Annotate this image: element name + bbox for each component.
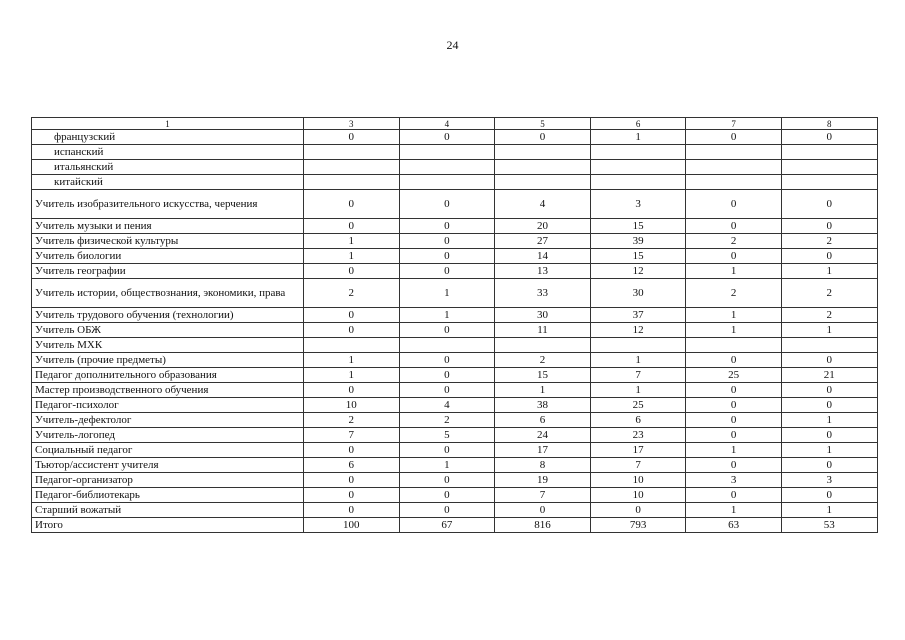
value-cell — [686, 160, 782, 175]
value-cell — [399, 175, 495, 190]
row-label: французский — [32, 130, 304, 145]
value-cell: 0 — [304, 323, 400, 338]
value-cell: 67 — [399, 518, 495, 533]
row-label: Тьютор/ассистент учителя — [32, 458, 304, 473]
header-cell: 7 — [686, 118, 782, 130]
value-cell: 1 — [304, 249, 400, 264]
value-cell: 1 — [304, 234, 400, 249]
row-label: Учитель географии — [32, 264, 304, 279]
value-cell: 1 — [781, 323, 877, 338]
header-cell: 4 — [399, 118, 495, 130]
value-cell — [590, 338, 686, 353]
value-cell: 30 — [495, 308, 591, 323]
row-label: Учитель-логопед — [32, 428, 304, 443]
table-row — [32, 443, 878, 458]
row-label: китайский — [32, 175, 304, 190]
header-cell: 6 — [590, 118, 686, 130]
value-cell: 53 — [781, 518, 877, 533]
table-row — [32, 503, 878, 518]
value-cell: 1 — [399, 308, 495, 323]
row-label: Педагог-организатор — [32, 473, 304, 488]
value-cell: 30 — [590, 279, 686, 308]
table-row — [32, 234, 878, 249]
row-label: Учитель изобразительного искусства, черчения — [32, 190, 304, 219]
table-row — [32, 488, 878, 503]
value-cell — [686, 145, 782, 160]
row-label: Итого — [32, 518, 304, 533]
value-cell — [686, 175, 782, 190]
value-cell: 0 — [781, 219, 877, 234]
value-cell — [686, 338, 782, 353]
page-number: 24 — [446, 38, 459, 52]
row-label: Учитель истории, обществознания, экономики, права — [32, 279, 304, 308]
header-cell: 5 — [495, 118, 591, 130]
value-cell: 2 — [686, 279, 782, 308]
value-cell: 2 — [495, 353, 591, 368]
value-cell: 0 — [590, 503, 686, 518]
value-cell: 1 — [781, 413, 877, 428]
value-cell: 1 — [399, 279, 495, 308]
value-cell — [304, 338, 400, 353]
value-cell: 2 — [304, 413, 400, 428]
value-cell — [495, 145, 591, 160]
value-cell: 25 — [686, 368, 782, 383]
table-row — [32, 383, 878, 398]
value-cell: 15 — [590, 249, 686, 264]
value-cell: 0 — [399, 473, 495, 488]
value-cell: 0 — [781, 249, 877, 264]
row-label: испанский — [32, 145, 304, 160]
table-body — [32, 118, 878, 533]
value-cell: 1 — [304, 368, 400, 383]
value-cell: 0 — [304, 488, 400, 503]
value-cell: 2 — [781, 279, 877, 308]
row-label: Учитель ОБЖ — [32, 323, 304, 338]
table-row — [32, 130, 878, 145]
value-cell: 1 — [590, 353, 686, 368]
value-cell: 4 — [399, 398, 495, 413]
value-cell: 100 — [304, 518, 400, 533]
value-cell — [590, 160, 686, 175]
value-cell: 0 — [686, 428, 782, 443]
table-header-row — [32, 118, 878, 130]
value-cell: 0 — [781, 130, 877, 145]
value-cell: 1 — [686, 264, 782, 279]
value-cell: 0 — [399, 130, 495, 145]
value-cell: 0 — [304, 190, 400, 219]
value-cell: 38 — [495, 398, 591, 413]
table-row — [32, 160, 878, 175]
value-cell: 0 — [781, 353, 877, 368]
value-cell — [399, 145, 495, 160]
value-cell — [590, 145, 686, 160]
value-cell: 0 — [686, 249, 782, 264]
value-cell: 13 — [495, 264, 591, 279]
value-cell: 816 — [495, 518, 591, 533]
row-label: Педагог-библиотекарь — [32, 488, 304, 503]
value-cell: 0 — [686, 488, 782, 503]
row-label: Социальный педагог — [32, 443, 304, 458]
value-cell: 3 — [781, 473, 877, 488]
value-cell: 2 — [399, 413, 495, 428]
row-label: Педагог-психолог — [32, 398, 304, 413]
value-cell: 0 — [399, 264, 495, 279]
value-cell: 0 — [781, 458, 877, 473]
value-cell — [781, 338, 877, 353]
value-cell — [304, 145, 400, 160]
value-cell — [304, 160, 400, 175]
value-cell: 0 — [495, 130, 591, 145]
value-cell: 15 — [495, 368, 591, 383]
value-cell: 0 — [304, 473, 400, 488]
value-cell: 6 — [495, 413, 591, 428]
value-cell: 8 — [495, 458, 591, 473]
table-row — [32, 279, 878, 308]
value-cell: 0 — [399, 443, 495, 458]
value-cell: 7 — [495, 488, 591, 503]
value-cell: 0 — [399, 190, 495, 219]
value-cell: 793 — [590, 518, 686, 533]
table-row — [32, 518, 878, 533]
value-cell: 0 — [399, 383, 495, 398]
value-cell: 0 — [686, 219, 782, 234]
value-cell: 1 — [781, 264, 877, 279]
value-cell: 0 — [686, 130, 782, 145]
value-cell: 3 — [590, 190, 686, 219]
value-cell: 10 — [590, 473, 686, 488]
row-label: Педагог дополнительного образования — [32, 368, 304, 383]
row-label: Старший вожатый — [32, 503, 304, 518]
value-cell: 19 — [495, 473, 591, 488]
value-cell: 0 — [686, 398, 782, 413]
value-cell: 0 — [399, 353, 495, 368]
table-row — [32, 249, 878, 264]
table-row — [32, 175, 878, 190]
value-cell — [495, 160, 591, 175]
value-cell: 20 — [495, 219, 591, 234]
value-cell: 0 — [686, 353, 782, 368]
table-row — [32, 353, 878, 368]
value-cell — [399, 338, 495, 353]
value-cell: 1 — [686, 308, 782, 323]
value-cell: 0 — [304, 503, 400, 518]
value-cell: 2 — [781, 234, 877, 249]
value-cell: 0 — [399, 249, 495, 264]
table-row — [32, 458, 878, 473]
value-cell: 0 — [304, 308, 400, 323]
value-cell: 7 — [304, 428, 400, 443]
value-cell — [781, 145, 877, 160]
value-cell: 1 — [590, 383, 686, 398]
value-cell: 21 — [781, 368, 877, 383]
value-cell: 2 — [781, 308, 877, 323]
value-cell: 0 — [781, 383, 877, 398]
value-cell: 12 — [590, 264, 686, 279]
value-cell: 0 — [686, 458, 782, 473]
row-label: Учитель биологии — [32, 249, 304, 264]
value-cell: 0 — [781, 398, 877, 413]
header-cell: 3 — [304, 118, 400, 130]
value-cell: 24 — [495, 428, 591, 443]
value-cell: 6 — [590, 413, 686, 428]
value-cell: 0 — [781, 190, 877, 219]
value-cell: 0 — [686, 413, 782, 428]
value-cell: 0 — [399, 323, 495, 338]
table-row — [32, 219, 878, 234]
value-cell: 12 — [590, 323, 686, 338]
table-row — [32, 368, 878, 383]
value-cell: 27 — [495, 234, 591, 249]
value-cell: 2 — [304, 279, 400, 308]
value-cell: 0 — [304, 383, 400, 398]
value-cell: 15 — [590, 219, 686, 234]
table-row — [32, 264, 878, 279]
value-cell: 10 — [590, 488, 686, 503]
value-cell: 0 — [781, 428, 877, 443]
value-cell: 0 — [399, 219, 495, 234]
value-cell — [781, 160, 877, 175]
value-cell: 0 — [495, 503, 591, 518]
value-cell — [304, 175, 400, 190]
table-row — [32, 323, 878, 338]
row-label: Учитель МХК — [32, 338, 304, 353]
row-label: Учитель трудового обучения (технологии) — [32, 308, 304, 323]
value-cell: 17 — [495, 443, 591, 458]
value-cell: 7 — [590, 368, 686, 383]
value-cell: 3 — [686, 473, 782, 488]
value-cell: 11 — [495, 323, 591, 338]
value-cell: 0 — [304, 130, 400, 145]
value-cell: 0 — [781, 488, 877, 503]
value-cell: 0 — [304, 219, 400, 234]
value-cell — [590, 175, 686, 190]
table-row — [32, 428, 878, 443]
value-cell: 10 — [304, 398, 400, 413]
value-cell: 1 — [686, 503, 782, 518]
value-cell — [399, 160, 495, 175]
value-cell: 1 — [781, 503, 877, 518]
value-cell: 6 — [304, 458, 400, 473]
table-row — [32, 413, 878, 428]
row-label: Учитель физической культуры — [32, 234, 304, 249]
value-cell: 0 — [686, 190, 782, 219]
row-label: Учитель-дефектолог — [32, 413, 304, 428]
value-cell — [495, 338, 591, 353]
table-row — [32, 398, 878, 413]
value-cell: 23 — [590, 428, 686, 443]
value-cell: 0 — [399, 488, 495, 503]
value-cell: 0 — [304, 264, 400, 279]
row-label: Мастер производственного обучения — [32, 383, 304, 398]
value-cell: 37 — [590, 308, 686, 323]
table-row — [32, 338, 878, 353]
value-cell — [495, 175, 591, 190]
value-cell: 39 — [590, 234, 686, 249]
table-row — [32, 308, 878, 323]
value-cell: 0 — [686, 383, 782, 398]
table-row — [32, 145, 878, 160]
value-cell: 0 — [304, 443, 400, 458]
row-label: итальянский — [32, 160, 304, 175]
value-cell: 63 — [686, 518, 782, 533]
header-cell: 1 — [32, 118, 304, 130]
value-cell: 1 — [495, 383, 591, 398]
value-cell: 17 — [590, 443, 686, 458]
value-cell: 1 — [686, 443, 782, 458]
value-cell: 14 — [495, 249, 591, 264]
staff-table — [31, 117, 878, 533]
value-cell: 1 — [686, 323, 782, 338]
header-cell: 8 — [781, 118, 877, 130]
value-cell: 0 — [399, 503, 495, 518]
value-cell: 1 — [781, 443, 877, 458]
value-cell: 33 — [495, 279, 591, 308]
value-cell: 1 — [304, 353, 400, 368]
value-cell — [781, 175, 877, 190]
value-cell: 25 — [590, 398, 686, 413]
table-row — [32, 190, 878, 219]
value-cell: 1 — [590, 130, 686, 145]
table-row — [32, 473, 878, 488]
value-cell: 4 — [495, 190, 591, 219]
value-cell: 0 — [399, 234, 495, 249]
row-label: Учитель (прочие предметы) — [32, 353, 304, 368]
value-cell: 2 — [686, 234, 782, 249]
value-cell: 1 — [399, 458, 495, 473]
value-cell: 5 — [399, 428, 495, 443]
value-cell: 7 — [590, 458, 686, 473]
row-label: Учитель музыки и пения — [32, 219, 304, 234]
value-cell: 0 — [399, 368, 495, 383]
